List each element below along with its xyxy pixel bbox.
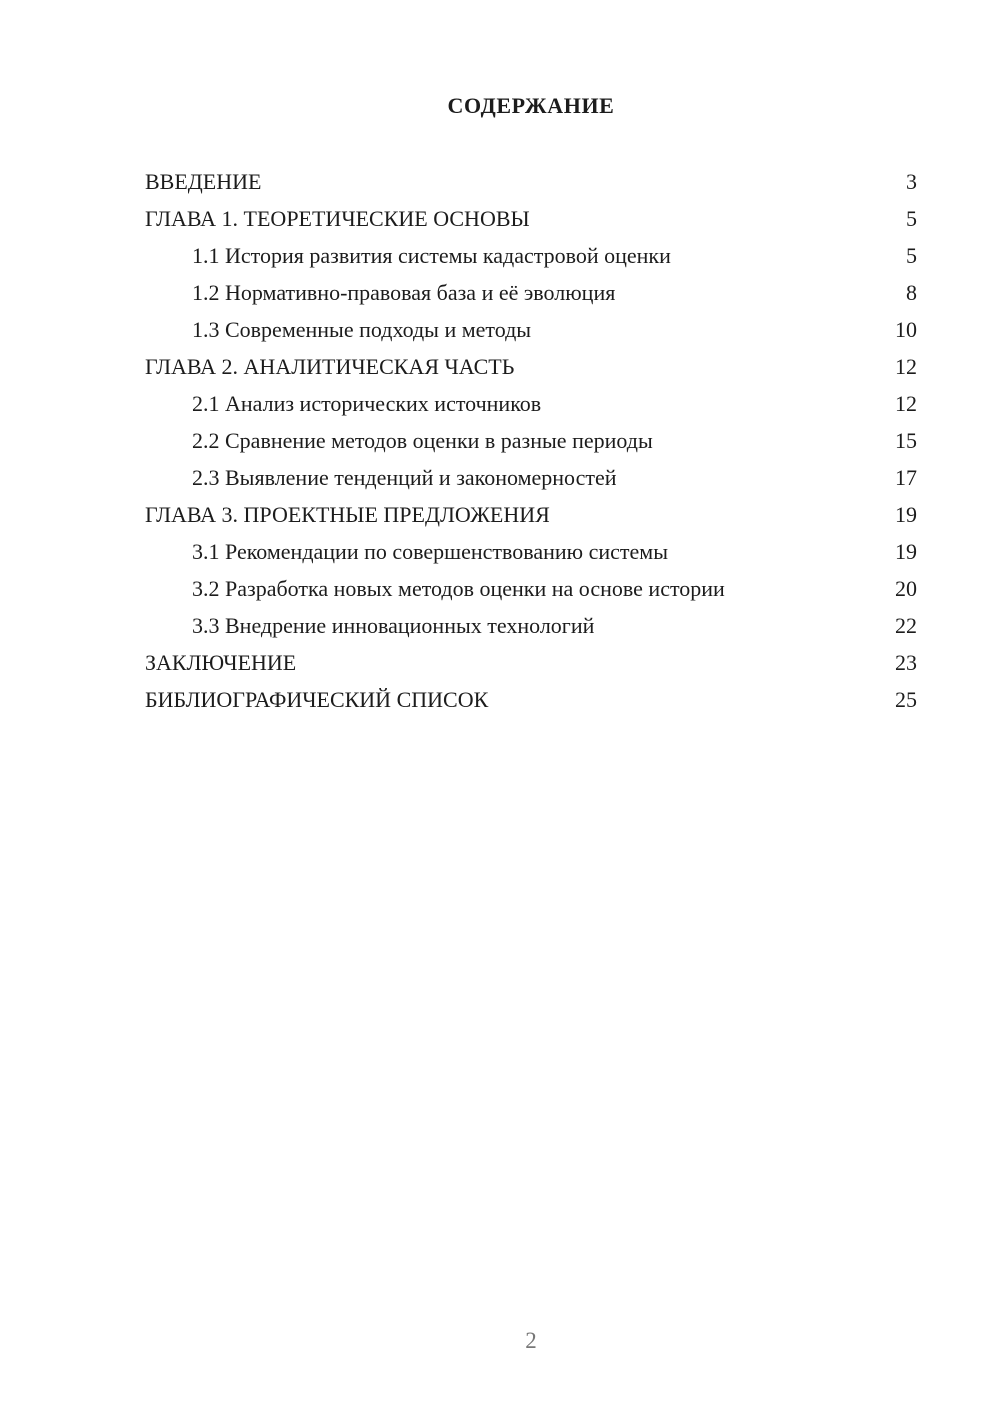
toc-entry-label: 3.3 Внедрение инновационных технологий (192, 613, 595, 638)
toc-entry (145, 237, 917, 274)
toc-entry-page-number: 8 (906, 280, 917, 305)
toc-entry-page-number: 15 (895, 428, 917, 453)
toc-entry (145, 496, 917, 533)
toc-entry (145, 348, 917, 385)
toc-entry-label: ГЛАВА 3. ПРОЕКТНЫЕ ПРЕДЛОЖЕНИЯ (145, 502, 550, 527)
toc-entry (145, 163, 917, 200)
toc-entry-page-number: 5 (906, 206, 917, 231)
toc-entry (145, 681, 917, 718)
toc-entry-label: ВВЕДЕНИЕ (145, 169, 262, 194)
toc-entry (145, 200, 917, 237)
toc-entry-page-number: 5 (906, 243, 917, 268)
toc-entry-label: ГЛАВА 1. ТЕОРЕТИЧЕСКИЕ ОСНОВЫ (145, 206, 530, 231)
toc-entry-label: 3.1 Рекомендации по совершенствованию системы (192, 539, 668, 564)
toc-entry (145, 274, 917, 311)
toc-entry-page-number: 22 (895, 613, 917, 638)
toc-entry-page-number: 12 (895, 391, 917, 416)
page-content (145, 90, 917, 718)
toc-entry-label: 2.3 Выявление тенденций и закономерностей (192, 465, 617, 490)
toc-entry-page-number: 23 (895, 650, 917, 675)
toc-entry-page-number: 19 (895, 502, 917, 527)
toc-entry-label: 1.2 Нормативно-правовая база и её эволюция (192, 280, 616, 305)
toc-entry-label: 3.2 Разработка новых методов оценки на основе истории (192, 576, 725, 601)
toc-entry (145, 385, 917, 422)
toc-entry-label: 1.1 История развития системы кадастровой оценки (192, 243, 671, 268)
toc-entry (145, 459, 917, 496)
toc-entry-page-number: 19 (895, 539, 917, 564)
toc-entry-page-number: 20 (895, 576, 917, 601)
toc-entry-page-number: 17 (895, 465, 917, 490)
toc-entry-page-number: 3 (906, 169, 917, 194)
toc-entry (145, 644, 917, 681)
toc-entry-label: 2.1 Анализ исторических источников (192, 391, 542, 416)
toc-list (145, 163, 917, 718)
toc-entry (145, 607, 917, 644)
toc-entry-label: БИБЛИОГРАФИЧЕСКИЙ СПИСОК (145, 687, 489, 712)
toc-entry-page-number: 10 (895, 317, 917, 342)
toc-entry-page-number: 25 (895, 687, 917, 712)
page-number-footer: 2 (525, 1328, 537, 1353)
page-title: СОДЕРЖАНИЕ (447, 93, 615, 118)
toc-entry-label: 2.2 Сравнение методов оценки в разные периоды (192, 428, 653, 453)
toc-entry-label: 1.3 Современные подходы и методы (192, 317, 532, 342)
toc-entry-label: ЗАКЛЮЧЕНИЕ (145, 650, 297, 675)
toc-entry-label: ГЛАВА 2. АНАЛИТИЧЕСКАЯ ЧАСТЬ (145, 354, 515, 379)
toc-entry (145, 422, 917, 459)
toc-entry-page-number: 12 (895, 354, 917, 379)
toc-entry (145, 570, 917, 607)
toc-entry (145, 311, 917, 348)
toc-entry (145, 533, 917, 570)
